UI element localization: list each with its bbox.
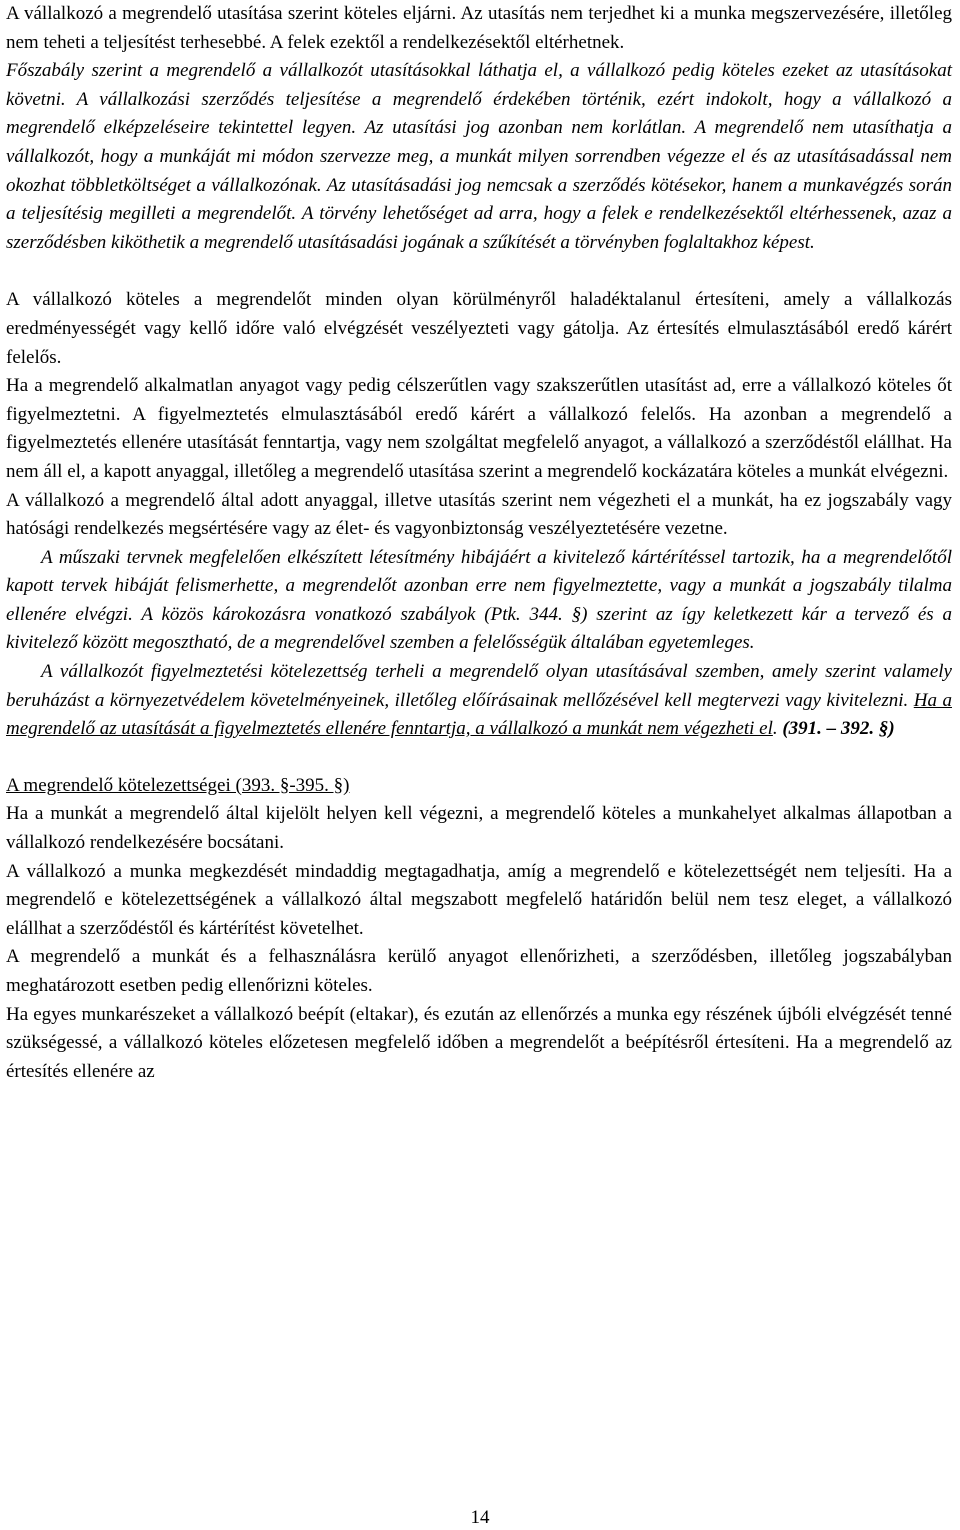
paragraph-refusal: A vállalkozó a munka megkezdését mindaddig megtagadhatja, amíg a megrendelő e kötelezettségét nem teljesíti. Ha a megrendelő e kötelezettségének a vállalkozó által megszabott megfelelő határidőn belül nem tesz eleget, a vállalkozó elállhat a szerződéstől és kártérítést követelhet. — [6, 860, 952, 939]
paragraph-covering-work: Ha egyes munkarészeket a vállalkozó beépít (eltakar), és ezután az ellenőrzés a munka egy részének újbóli elvégzését tenné szükségessé, a vállalkozó köteles előzetesen megfelelő időben a megrendelőt a beépítésről értesíteni. Ha a megrendelő az értesítés ellenére az — [6, 1003, 952, 1082]
environment-text: A vállalkozót figyelmeztetési kötelezettség terheli a megrendelő olyan utasításával szemben, amely szerint valamely beruházást a környezetvédelem követelményeinek, illetőleg előírásainak mellőzésével kell megtervezi vagy kivitelezni. — [6, 661, 952, 711]
paragraph-notification-duty: A vállalkozó köteles a megrendelőt minden olyan körülményről haladéktalanul értesíteni, amely a vállalkozás eredményességét vagy kellő időre való elvégzését veszélyezteti vagy gátolja. Az értesítés elmulasztásából eredő kárért felelős. — [6, 289, 952, 368]
spacer — [6, 257, 952, 286]
section-reference: (391. – 392. §) — [782, 718, 895, 740]
environment-underlined-text: Ha a megrendelő az utasítását a figyelmeztetés ellenére fenntartja, a vállalkozó a munkát nem végezheti el — [6, 689, 952, 740]
paragraph-instruction-duty: A vállalkozó a megrendelő utasítása szerint köteles eljárni. Az utasítás nem terjedhet ki a munka megszervezésére, illetőleg nem teheti a teljesítést terhesebbé. A felek ezektől a rendelkezésektől eltérhetnek. — [6, 3, 952, 53]
page-number: 14 — [470, 1507, 490, 1528]
paragraph-commentary-environment — [6, 658, 952, 744]
paragraph-warning-duty: Ha a megrendelő alkalmatlan anyagot vagy pedig célszerűtlen vagy szakszerűtlen utasítást ad, erre a vállalkozó köteles őt figyelmeztetni. A figyelmeztetés elmulasztásából eredő kárért a vállalkozó felelős. Ha azonban a megrendelő a figyelmeztetés ellenére utasítását fenntartja, vagy nem szolgáltat megfelelő anyagot, a vállalkozó a szerződéstől elállhat. Ha nem áll el, a kapott anyaggal, illetőleg a megrendelő utasítása szerint a megrendelő kockázatára köteles a munkát elvégezni. — [6, 375, 952, 482]
environment-text-end: . — [772, 718, 783, 740]
section-heading: A megrendelő kötelezettségei (393. §-395. §) — [6, 774, 350, 796]
paragraph-workplace: Ha a munkát a megrendelő által kijelölt helyen kell végezni, a megrendelő köteles a munkahelyet alkalmas állapotban a vállalkozó rendelkezésére bocsátani. — [6, 803, 952, 854]
paragraph-inspection: A megrendelő a munkát és a felhasználásra kerülő anyagot ellenőrizheti, a szerződésben, illetőleg jogszabályban meghatározott esetben pedig ellenőrizni köteles. — [6, 946, 952, 996]
paragraph-commentary-design-defect: A műszaki tervnek megfelelően elkészített létesítmény hibájáért a kivitelező kártérítéssel tartozik, ha a megrendelőtől kapott tervek hibáját felismerhette, a megrendelőt azonban erre nem figyelmeztette, vagy a munkát a jogszabály tilalma ellenére elvégzi. A közös károkozásra vonatkozó szabályok (Ptk. 344. §) szerint az így keletkezett kár a tervező és a kivitelező között megosztható, de a megrendelővel szemben a felelősségük általában egyetemleges. — [6, 546, 952, 654]
paragraph-commentary-instruction: Főszabály szerint a megrendelő a vállalkozót utasításokkal láthatja el, a vállalkozó pedig köteles ezeket az utasításokat követni. A vállalkozási szerződés teljesítése a megrendelő érdekében történik, ezért indokolt, hogy a vállalkozó a megrendelő elképzeléseire tekintettel legyen. Az utasítási jog azonban nem korlátlan. A megrendelő nem utasíthatja a vállalkozót, hogy a munkáját mi módon szervezze meg, a munkát milyen sorrendben végezze el és az utasításadással nem okozhat többletköltséget a vállalkozónak. Az utasításadási jog nemcsak a szerződés kötésekor, hanem a munkavégzés során a teljesítésig megilleti a megrendelőt. A törvény lehetőséget ad arra, hogy a felek e rendelkezésektől eltérhessenek, azaz a szerződésben kiköthetik a megrendelő utasításadási jogának a szűkítését a törvényben foglaltakhoz képest. — [6, 60, 952, 253]
paragraph-prohibited-work: A vállalkozó a megrendelő által adott anyaggal, illetve utasítás szerint nem végezheti el a munkát, ha ez jogszabály vagy hatósági rendelkezés megsértésére vagy az élet- és vagyonbiztonság veszélyeztetésére vezetne. — [6, 489, 952, 540]
spacer — [6, 744, 952, 772]
document-page — [6, 0, 952, 1086]
